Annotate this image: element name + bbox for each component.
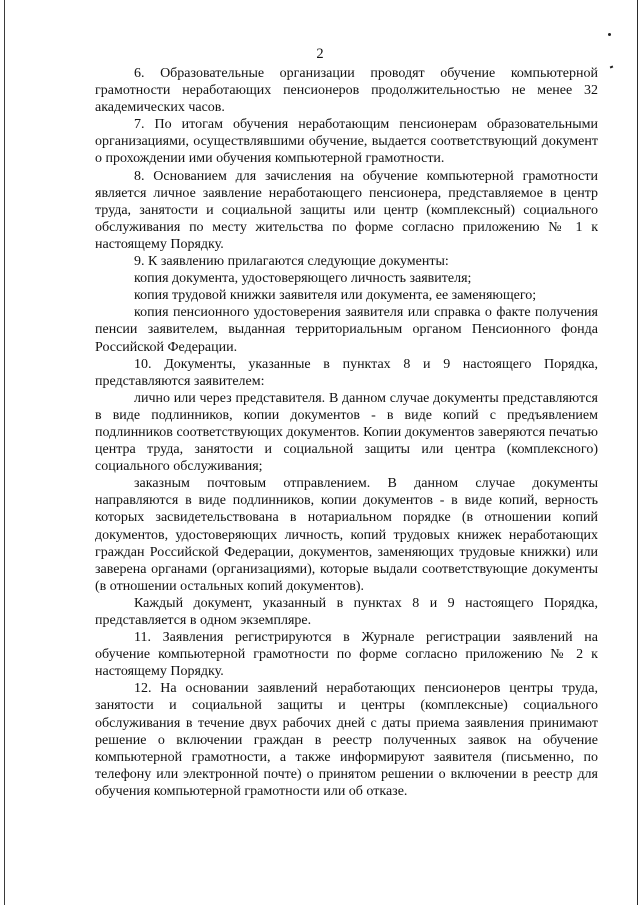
paragraph-single-copy: Каждый документ, указанный в пунктах 8 и 9 настоящего Порядка, представляется в одном экземпляре. [95, 595, 598, 628]
document-body [95, 65, 598, 800]
paragraph-item-10: 10. Документы, указанные в пунктах 8 и 9 настоящего Порядка, представляются заявителем: [95, 356, 598, 389]
scan-speck [610, 66, 614, 69]
list-item-identity-document: копия документа, удостоверяющего личность заявителя; [134, 271, 472, 287]
paragraph-item-12: 12. На основании заявлений неработающих пенсионеров центры труда, занятости и социальной защиты и центры (комплексные) социального обслуживания в течение двух рабочих дней с даты приема заявления принимают решение о включении граждан в реестр полученных заявок на обучение компьютерной грамотности, а также информируют заявителя (письменно, по телефону или электронной почте) о принятом решении о включении в реестр для обучения компьютерной грамотности или об отказе. [95, 681, 598, 799]
paragraph-item-8: 8. Основанием для зачисления на обучение компьютерной грамотности является личное заявление неработающего пенсионера, представляемое в центр труда, занятости и социальной защиты или центр (комплексный) социального обслуживания по месту жительства по форме согласно приложению № 1 к настоящему Порядку. [95, 168, 598, 252]
scan-speck [608, 33, 611, 36]
list-item-by-mail: заказным почтовым отправлением. В данном случае документы направляются в виде подлинников, копии документов - в виде копий, верность которых засвидетельствована в нотариальном порядке (в отношении копий документов, удостоверяющих личность, копий трудовых книжек неработающих граждан Российской Федерации, документов, заменяющих трудовые книжки) или заверена органами (организациями), которые выдали соответствующие документы (в отношении остальных копий документов). [95, 476, 598, 594]
paragraph-item-6: 6. Образовательные организации проводят обучение компьютерной грамотности неработающих пенсионеров продолжительностью не менее 32 академических часов. [95, 66, 598, 116]
list-item-in-person: лично или через представителя. В данном случае документы представляются в виде подлинников, копии документов - в виде копий с предъявлением подлинников соответствующих документов. Копии документов заверяются печатью центра труда, занятости и социальной защиты или центра (комплексного) социального обслуживания; [95, 390, 598, 475]
page-number: 2 [316, 46, 324, 62]
paragraph-item-11: 11. Заявления регистрируются в Журнале регистрации заявлений на обучение компьютерной грамотности по форме согласно приложению № 2 к настоящему Порядку. [95, 630, 598, 680]
list-item-pension-certificate: копия пенсионного удостоверения заявителя или справка о факте получения пенсии заявителем, выданная территориальным органом Пенсионного фонда Российской Федерации. [95, 305, 598, 355]
scan-edge-left [4, 0, 5, 905]
scan-edge-right [637, 0, 638, 905]
paragraph-item-9: 9. К заявлению прилагаются следующие документы: [134, 254, 449, 270]
list-item-work-record: копия трудовой книжки заявителя или документа, ее заменяющего; [134, 288, 537, 304]
paragraph-item-7: 7. По итогам обучения неработающим пенсионерам образовательными организациями, осуществлявшими обучение, выдается соответствующий документ о прохождении ими обучения компьютерной грамотности. [95, 117, 598, 167]
